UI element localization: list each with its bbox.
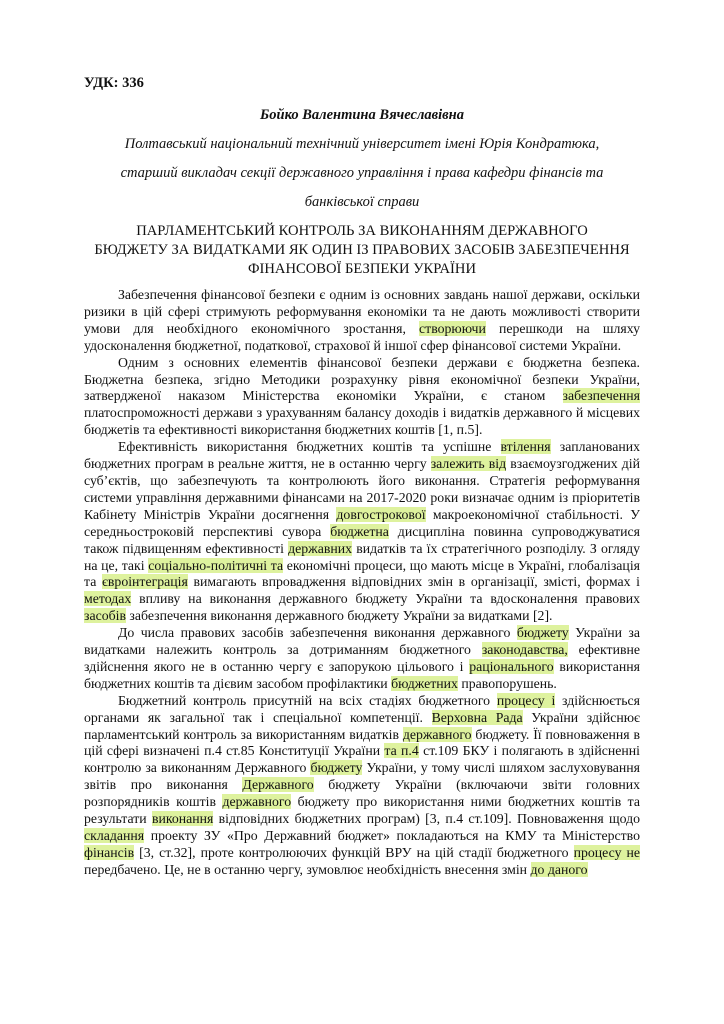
text-run: України за видатками належить контроль за дотриманням бюджетного	[84, 625, 641, 658]
article-title-line: ФІНАНСОВОЇ БЕЗПЕКИ УКРАЇНИ	[247, 261, 476, 277]
text-run: передбачено. Це, не в останню чергу, зумовлює необхідність внесення змін	[84, 861, 531, 877]
text-run: [3, ст.32], проте контролюючих функцій ВРУ на цій стадії бюджетного	[134, 844, 574, 860]
text-run: забезпечення виконання державного бюджету України за видатками [2].	[125, 608, 553, 624]
text-run: відповідних бюджетних програм) [3, п.4 ст.109]. Повноваження щодо	[213, 811, 640, 827]
text-run: Бюджетний контроль присутній на всіх стадіях бюджетного	[118, 692, 497, 708]
highlighted-text: методах	[84, 591, 132, 607]
text-run: запланованих бюджетних програм в реальне життя, не в останню чергу	[84, 439, 640, 472]
highlighted-text: забезпечення	[562, 388, 640, 404]
paragraph	[84, 355, 640, 440]
text-run: ефективне здійснення якого не в останню чергу є запорукою цільового і	[84, 642, 640, 674]
text-run: Ефективність використання бюджетних коштів та успішне	[118, 439, 501, 455]
article-title	[84, 222, 640, 279]
text-run: макроекономічної стабільності. У середньостроковій перспективі сувора	[84, 506, 640, 539]
highlighted-text: Державного	[242, 777, 314, 793]
highlighted-text: втілення	[500, 439, 551, 455]
text-run: України здійснює парламентський контроль за використанням видатків	[84, 709, 640, 742]
highlighted-text: до даного	[530, 861, 588, 877]
affiliation-line: Полтавський національний технічний університет імені Юрія Кондратюка,	[124, 136, 600, 152]
highlighted-text: процесу не	[573, 844, 640, 860]
affiliation-block	[84, 135, 640, 211]
text-run: правопорушень.	[457, 675, 557, 691]
highlighted-text: державного	[402, 726, 472, 742]
text-run: бюджету. Її повноваження в цій сфері визначені п.4 ст.85 Конституції України	[84, 726, 640, 759]
highlighted-text: бюджетна	[330, 523, 389, 539]
text-run: До числа правових засобів забезпечення виконання державного	[118, 625, 517, 641]
text-run: Забезпечення фінансової безпеки є одним із основних завдань нашої держави, оскільки ризики в цій сфері стримують реформування економіки та не дають можливості створити умови для необхідного економічного зростання,	[84, 287, 640, 336]
text-run: бюджету про використання ними бюджетних коштів та результати	[84, 794, 640, 827]
article-body	[84, 287, 640, 879]
affiliation-line: банківської справи	[304, 194, 420, 210]
highlighted-text: законодавства,	[481, 642, 568, 658]
text-run: вимагають впровадження відповідних змін в організації, змісті, формах і	[187, 574, 640, 590]
highlighted-text: євроінтеграція	[101, 574, 188, 590]
highlighted-text: складання	[84, 828, 145, 843]
article-title-line: БЮДЖЕТУ ЗА ВИДАТКАМИ ЯК ОДИН ІЗ ПРАВОВИХ ЗАСОБІВ ЗАБЕЗПЕЧЕННЯ	[94, 242, 630, 258]
highlighted-text: фінансів	[84, 844, 135, 860]
text-run: перешкоди на шляху удосконалення бюджетної, податкової, страхової й іншої сфер фінансової системи України.	[84, 320, 640, 353]
highlighted-text: бюджетних	[391, 675, 458, 691]
text-run: взаємоузгоджених дій суб’єктів, що забезпечують та контролюють його виконання. Стратегія реформування системи управління державними фінансами на 2017-2020 роки визначає одним із пріоритетів Кабінету Міністрів України досягнення	[84, 456, 640, 522]
text-run: дисципліна повинна супроводжуватися також підвищенням ефективності	[84, 523, 640, 556]
highlighted-text: бюджету	[310, 760, 363, 776]
highlighted-text: державних	[288, 540, 353, 556]
highlighted-text: довгострокової	[336, 506, 426, 522]
text-run: видатків та їх стратегічного розподілу. З огляду на це, такі	[84, 540, 640, 573]
text-run: Одним з основних елементів фінансової безпеки держави є бюджетна безпека. Бюджетна безпека, згідно Методики розрахунку рівня економічної безпеки України, затвердженої наказом Міністерства економіки України, є станом	[84, 354, 640, 404]
highlighted-text: соціально-політичні та	[148, 557, 284, 573]
paragraph	[84, 287, 640, 355]
highlighted-text: виконання	[151, 811, 214, 827]
paragraph	[84, 625, 640, 693]
highlighted-text: засобів	[84, 608, 126, 624]
text-run: проекту ЗУ «Про Державний бюджет» покладаються на КМУ та Міністерство	[144, 828, 640, 843]
text-run: економічні процеси, що мають місце в Україні, глобалізація та	[84, 557, 640, 590]
text-run: впливу на виконання державного бюджету України та вдосконалення правових	[131, 591, 640, 607]
text-run: ст.109 БКУ і полягають в здійсненні контролю за виконанням Державного	[84, 743, 640, 776]
highlighted-text: та п.4	[384, 743, 419, 759]
article-title-line: ПАРЛАМЕНТСЬКИЙ КОНТРОЛЬ ЗА ВИКОНАННЯМ ДЕРЖАВНОГО	[136, 223, 588, 239]
highlighted-text: процесу і	[496, 692, 556, 708]
text-run: здійснюється органами як загальної так і спеціальної компетенції.	[84, 692, 640, 725]
text-run: бюджету України (включаючи звіти головних розпорядників коштів	[84, 777, 640, 810]
highlighted-text: залежить від	[430, 456, 507, 472]
highlighted-text: раціонального	[469, 658, 554, 674]
text-run: України, у тому числі шляхом заслуховування звітів про виконання	[84, 760, 641, 793]
text-run: платоспроможності держави з урахуванням балансу доходів і видатків державного й місцевих бюджетів та ефективності використання бюджетних коштів [1, п.5].	[84, 405, 640, 438]
udc-code: УДК: 336	[84, 75, 144, 91]
text-run: використання бюджетних коштів та дієвим засобом профілактики	[84, 658, 640, 691]
paragraph	[84, 693, 640, 879]
highlighted-text: створюючи	[419, 320, 486, 336]
highlighted-text: бюджету	[516, 625, 569, 641]
paragraph	[84, 439, 640, 625]
author-name: Бойко Валентина Вячеславівна	[260, 107, 464, 123]
highlighted-text: Верховна Рада	[431, 709, 523, 725]
highlighted-text: державного	[222, 794, 292, 810]
affiliation-line: старший викладач секції державного управління і права кафедри фінансів та	[120, 165, 604, 181]
